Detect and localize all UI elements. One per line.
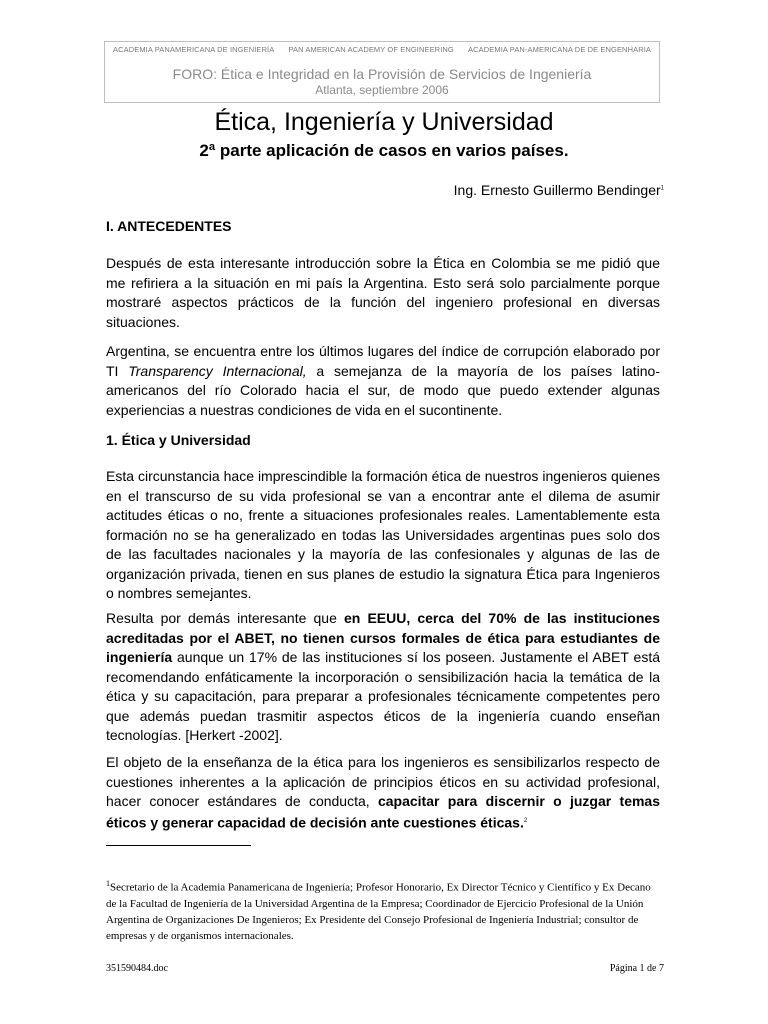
document-header <box>104 41 660 103</box>
paragraph-argentina: Argentina, se encuentra entre los últimos lugares del índice de corrupción elaborado por TI Transparency Internacional, a semejanza de la mayoría de los países latino-americanos del río Colorado hacia el sur, de modo que puedo extender algunas experiencias a nuestras condiciones de vida en el sucontinente. <box>106 343 660 418</box>
section-heading-etica-universidad: 1. Ética y Universidad <box>106 432 251 448</box>
paragraph-eeuu: Resulta por demás interesante que en EEUU, cerca del 70% de las instituciones acreditadas por el ABET, no tienen cursos formales de ética para estudiantes de ingeniería aunque un 17% de las instituciones sí los poseen. Justamente el ABET está recomendando enfáticamente la incorporación o sensibilización hacia la temática de la ética y su capacitación, para preparar a profesionales técnicamente competentes pero que además puedan trasmitir aspectos éticos de la ingeniería cuando enseñan tecnologías. [Herkert -2002]. <box>106 610 660 743</box>
footer-page-number: Página 1 de 7 <box>609 963 664 974</box>
footnote-separator <box>106 845 251 846</box>
org-name-portuguese: ACADEMIA PAN-AMERICANA DE DE ENGENHARIA <box>468 45 651 54</box>
paragraph-intro: Después de esta interesante introducción sobre la Ética en Colombia se me pidió que me refiriera a la situación en mi país la Argentina. Esto será solo parcialmente porque mostraré aspectos prácticos de la función del ingeniero profesional en diversas situaciones. <box>106 255 660 330</box>
org-name-english: PAN AMERICAN ACADEMY OF ENGINEERING <box>288 45 454 54</box>
footnote-text: Secretario de la Academia Panamericana de Ingeniería; Profesor Honorario, Ex Director Técnico y Científico y Ex Decano de la Facultad de Ingeniería de la Universidad Argentina de la Empresa; Coordinador de Ejercicio Profesional de la Unión Argentina de Organizaciones De Ingenieros; Ex Presidente del Consejo Profesional de Ingeniería Industrial; consultor de empresas y de organismos internacionales. <box>106 881 651 942</box>
forum-title: FORO: Ética e Integridad en la Provisión de Servicios de Ingeniería <box>172 66 592 82</box>
italic-org-name: Transparency Internacional, <box>128 362 307 379</box>
bold-objective: capacitar para discernir o juzgar temas éticos y generar capacidad de decisión ante cuestiones éticas. <box>106 793 660 831</box>
organization-names <box>105 45 659 54</box>
bold-statistic: en EEUU, cerca del 70% de las instituciones acreditadas por el ABET, no tienen cursos formales de ética para estudiantes de ingeniería <box>106 610 660 665</box>
author-line <box>454 182 664 198</box>
footnote-ref-2[interactable]: 2 <box>523 817 528 824</box>
paragraph-circunstancia: Esta circunstancia hace imprescindible la formación ética de nuestros ingenieros quienes en el transcurso de su vida profesional se van a encontrar ante el dilema de asumir actitudes éticas o no, frente a situaciones profesionales reales. Lamentablemente esta formación no se ha generalizado en todas las Universidades argentinas pues solo dos de las facultades nacionales y la mayoría de las confesionales y algunas de las de organización privada, tienen en sus planes de estudio la signatura Ética para Ingenieros o nombres semejantes. <box>106 468 660 601</box>
document-subtitle: 2ª parte aplicación de casos en varios países. <box>199 141 569 160</box>
document-title: Ética, Ingeniería y Universidad <box>214 108 554 136</box>
footer-filename: 351590484.doc <box>106 963 168 974</box>
author-footnote-ref[interactable]: 1 <box>660 185 664 192</box>
section-heading-antecedentes: I. ANTECEDENTES <box>106 218 232 234</box>
author-name: Ing. Ernesto Guillermo Bendinger <box>453 182 661 198</box>
footnote-number: 1 <box>106 879 110 888</box>
footnote-1 <box>106 876 660 944</box>
forum-date: Atlanta, septiembre 2006 <box>315 83 449 97</box>
paragraph-objeto: El objeto de la enseñanza de la ética para los ingenieros es sensibilizarlos respecto de cuestiones inherentes a la aplicación de principios éticos en su actividad profesional, hacer conocer estándares de conducta, capacitar para discernir o juzgar temas éticos y generar capacidad de decisión ante cuestiones éticas.$^2$ <box>106 754 660 831</box>
org-name-spanish: ACADEMIA PANAMERICANA DE INGENIERÍA <box>113 45 275 54</box>
